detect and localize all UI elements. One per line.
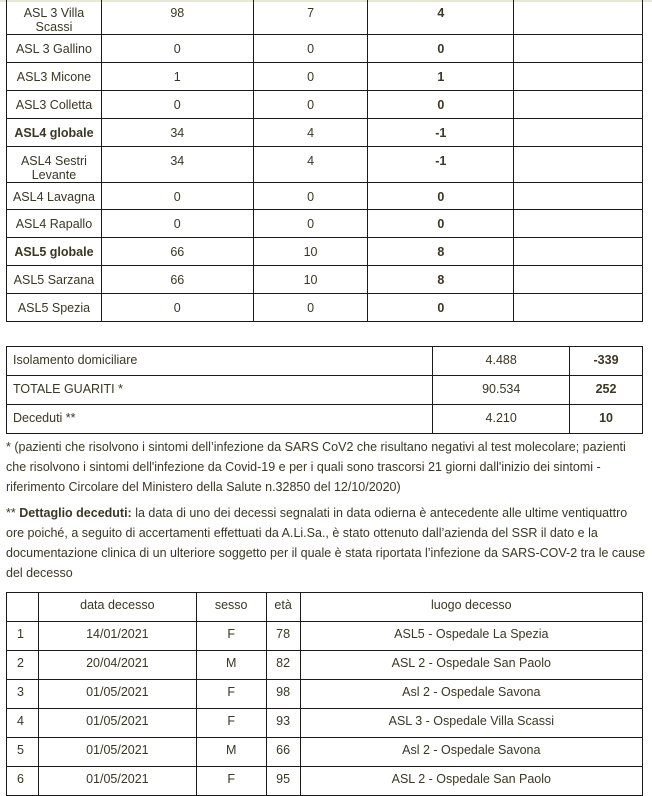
death-sex: F — [196, 709, 266, 738]
asl-name: ASL5 Spezia — [7, 294, 102, 322]
deceduti-footnote-text: la data di uno dei decessi segnalati in data odierna è antecedente alle ultime ventiquattro ore poiché, a seguito di accertamenti effettuati da A.Li.Sa., è stato ottenuto dall’azienda del SSR il dato e la documentazione clinica di un ulteriore soggetto per il quale è stata riportata l’infezione da SARS-COV-2 tra le cause del decesso — [6, 506, 646, 580]
asl-value-1: 98 — [101, 0, 253, 35]
asl-value-3: 0 — [368, 90, 514, 118]
table-row — [7, 210, 643, 238]
table-row — [7, 118, 643, 146]
death-num: 3 — [7, 680, 39, 709]
table-row — [7, 651, 643, 680]
asl-value-2: 4 — [253, 146, 368, 182]
death-sex: M — [196, 651, 266, 680]
asl-value-2: 0 — [253, 294, 368, 322]
asl-empty-cell — [514, 0, 643, 35]
table-row — [7, 0, 643, 35]
asl-value-2: 10 — [253, 266, 368, 294]
summary-value: 4.488 — [433, 347, 570, 376]
death-sex: F — [196, 622, 266, 651]
asl-value-1: 0 — [101, 294, 253, 322]
guariti-footnote: * (pazienti che risolvono i sintomi dell’infezione da SARS CoV2 che risultano negativi al test molecolare; pazienti che risolvono i sintomi dell'infezione da Covid-19 e per i quali sono trascorsi 21 giorni dall'inizio dei sintomi - riferimento Circolare del Ministero della Salute n.32850 del 12/10/2020) — [6, 440, 626, 494]
table-row — [7, 767, 643, 796]
summary-delta: 252 — [570, 376, 643, 405]
death-date: 01/05/2021 — [38, 767, 196, 796]
header-num — [7, 593, 39, 622]
summary-label: Deceduti ** — [7, 405, 433, 434]
death-age: 93 — [266, 709, 300, 738]
asl-empty-cell — [514, 210, 643, 238]
table-row — [7, 405, 643, 434]
asl-value-3: 8 — [368, 266, 514, 294]
death-num: 2 — [7, 651, 39, 680]
death-place: ASL5 - Ospedale La Spezia — [300, 622, 642, 651]
death-age: 66 — [266, 738, 300, 767]
summary-delta: 10 — [570, 405, 643, 434]
asl-value-2: 7 — [253, 0, 368, 35]
asl-empty-cell — [514, 62, 643, 90]
asl-value-1: 34 — [101, 118, 253, 146]
header-date: data decesso — [38, 593, 196, 622]
death-age: 95 — [266, 767, 300, 796]
death-age: 82 — [266, 651, 300, 680]
death-num: 6 — [7, 767, 39, 796]
death-place: ASL 2 - Ospedale San Paolo — [300, 767, 642, 796]
asl-value-3: -1 — [368, 146, 514, 182]
asl-value-1: 66 — [101, 238, 253, 266]
asl-empty-cell — [514, 294, 643, 322]
header-age: età — [266, 593, 300, 622]
asl-value-2: 0 — [253, 90, 368, 118]
deaths-table — [6, 592, 643, 796]
death-num: 1 — [7, 622, 39, 651]
asl-name: ASL4 globale — [7, 118, 102, 146]
asl-empty-cell — [514, 266, 643, 294]
asl-empty-cell — [514, 238, 643, 266]
death-date: 01/05/2021 — [38, 738, 196, 767]
asl-value-3: 4 — [368, 0, 514, 35]
header-place: luogo decesso — [300, 593, 642, 622]
asl-name: ASL4 Rapallo — [7, 210, 102, 238]
asl-value-2: 0 — [253, 210, 368, 238]
death-num: 4 — [7, 709, 39, 738]
table-row — [7, 376, 643, 405]
asl-value-1: 66 — [101, 266, 253, 294]
asl-value-3: 8 — [368, 238, 514, 266]
asl-value-2: 10 — [253, 238, 368, 266]
asl-empty-cell — [514, 146, 643, 182]
asl-value-3: 0 — [368, 210, 514, 238]
table-row — [7, 294, 643, 322]
asl-value-3: -1 — [368, 118, 514, 146]
asl-name: ASL5 globale — [7, 238, 102, 266]
asl-value-1: 0 — [101, 35, 253, 63]
asl-value-1: 1 — [101, 62, 253, 90]
deaths-table-header — [7, 593, 643, 622]
table-row — [7, 62, 643, 90]
table-row — [7, 347, 643, 376]
death-date: 20/04/2021 — [38, 651, 196, 680]
asl-name: ASL 3 Gallino — [7, 35, 102, 63]
death-date: 14/01/2021 — [38, 622, 196, 651]
table-row — [7, 146, 643, 182]
summary-label: Isolamento domiciliare — [7, 347, 433, 376]
death-sex: M — [196, 738, 266, 767]
asl-name: ASL 3 Villa Scassi — [7, 0, 102, 35]
asl-name: ASL5 Sarzana — [7, 266, 102, 294]
death-date: 01/05/2021 — [38, 709, 196, 738]
asl-empty-cell — [514, 118, 643, 146]
asl-value-2: 0 — [253, 35, 368, 63]
table-row — [7, 622, 643, 651]
asl-table — [6, 0, 643, 322]
table-row — [7, 238, 643, 266]
table-row — [7, 680, 643, 709]
death-place: Asl 2 - Ospedale Savona — [300, 680, 642, 709]
asl-value-3: 0 — [368, 294, 514, 322]
table-row — [7, 90, 643, 118]
table-row — [7, 738, 643, 767]
asl-value-3: 1 — [368, 62, 514, 90]
table-row — [7, 35, 643, 63]
death-num: 5 — [7, 738, 39, 767]
deceduti-footnote-title: Dettaglio deceduti: — [19, 506, 132, 520]
death-date: 01/05/2021 — [38, 680, 196, 709]
death-age: 78 — [266, 622, 300, 651]
asl-value-1: 34 — [101, 146, 253, 182]
asl-empty-cell — [514, 182, 643, 210]
summary-label: TOTALE GUARITI * — [7, 376, 433, 405]
deceduti-footnote — [6, 503, 646, 583]
table-row — [7, 182, 643, 210]
asl-value-1: 0 — [101, 182, 253, 210]
deceduti-footnote-prefix: ** — [6, 506, 20, 520]
death-place: ASL 3 - Ospedale Villa Scassi — [300, 709, 642, 738]
summary-value: 4.210 — [433, 405, 570, 434]
death-sex: F — [196, 680, 266, 709]
death-sex: F — [196, 767, 266, 796]
summary-delta: -339 — [570, 347, 643, 376]
asl-name: ASL4 Sestri Levante — [7, 146, 102, 182]
asl-value-1: 0 — [101, 90, 253, 118]
death-place: ASL 2 - Ospedale San Paolo — [300, 651, 642, 680]
death-age: 98 — [266, 680, 300, 709]
header-sex: sesso — [196, 593, 266, 622]
asl-value-3: 0 — [368, 35, 514, 63]
asl-value-2: 0 — [253, 182, 368, 210]
summary-value: 90.534 — [433, 376, 570, 405]
asl-value-3: 0 — [368, 182, 514, 210]
death-place: Asl 2 - Ospedale Savona — [300, 738, 642, 767]
asl-empty-cell — [514, 35, 643, 63]
asl-empty-cell — [514, 90, 643, 118]
asl-name: ASL4 Lavagna — [7, 182, 102, 210]
asl-name: ASL3 Micone — [7, 62, 102, 90]
table-row — [7, 709, 643, 738]
asl-value-2: 4 — [253, 118, 368, 146]
asl-value-1: 0 — [101, 210, 253, 238]
asl-value-2: 0 — [253, 62, 368, 90]
table-row — [7, 266, 643, 294]
asl-name: ASL3 Colletta — [7, 90, 102, 118]
summary-table — [6, 346, 643, 434]
